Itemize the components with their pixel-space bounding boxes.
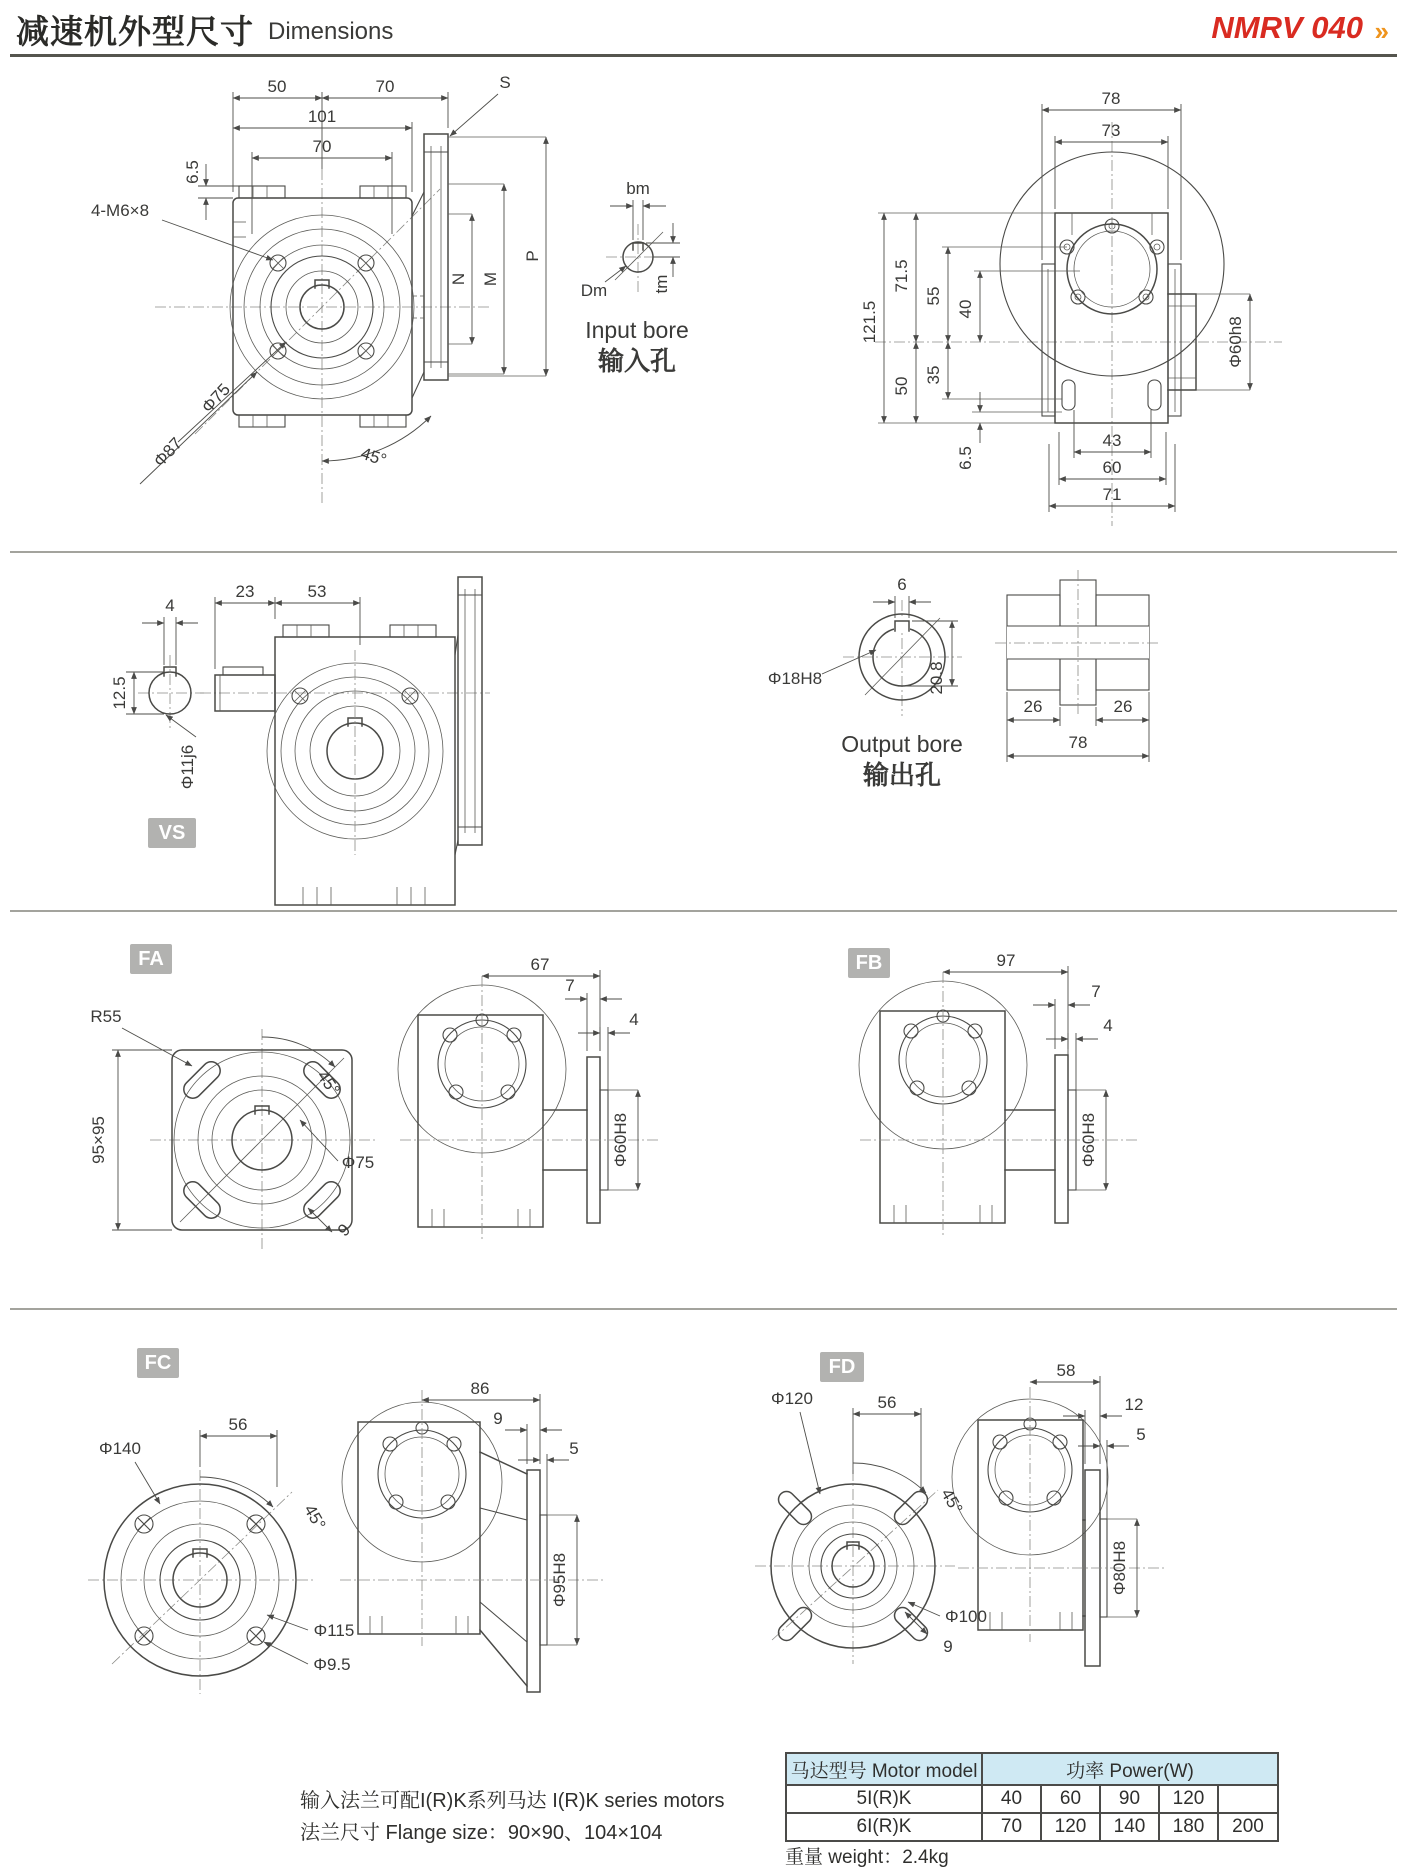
input-bore-drawing [560,150,780,400]
fc-9: 9 [493,1409,503,1428]
dim-6-5: 6.5 [183,160,202,184]
dim-dm: Dm [580,281,608,300]
dim-26-right: 26 [1113,697,1133,716]
fd-9: 9 [943,1637,953,1656]
motor-table-header-power: 功率 Power(W) [982,1753,1278,1785]
fb-97: 97 [996,951,1016,970]
dim-phi75: Φ75 [197,379,235,417]
fd-drawing [700,1312,1407,1742]
fc-phi9-5: Φ9.5 [313,1655,351,1674]
power-cell: 90 [1100,1785,1159,1813]
dim-73: 73 [1101,121,1121,140]
fa-4: 4 [629,1010,639,1029]
dim-71-5: 71.5 [892,259,911,293]
fb-7: 7 [1091,982,1101,1001]
fa-front-geometry [150,1029,375,1252]
fd-phi120: Φ120 [771,1389,813,1408]
dim-71: 71 [1102,485,1122,504]
power-cell: 70 [982,1813,1041,1841]
section-rule-3 [10,1308,1397,1310]
power-cell: 200 [1218,1813,1278,1841]
fd-phi100: Φ100 [945,1607,987,1626]
dim-bm: bm [626,179,650,198]
vs-view-drawing [60,555,720,907]
dim-phi87: Φ87 [149,433,187,471]
dim-phi60h8: Φ60h8 [1226,316,1245,368]
fb-phi60h8: Φ60H8 [1079,1112,1098,1168]
motor-model-cell: 6I(R)K [786,1813,982,1841]
dim-35: 35 [924,365,943,385]
output-bore-drawing [640,560,1160,795]
front-view-drawing [60,64,620,554]
output-bore-title-en: Output bore [841,731,963,757]
table-row [786,1785,1278,1813]
fc-5: 5 [569,1439,579,1458]
power-cell: 120 [1041,1813,1100,1841]
section-rule-2 [10,910,1397,912]
output-shaft-section [995,570,1160,715]
input-bore-title-en: Input bore [585,317,689,343]
fd-56: 56 [877,1393,897,1412]
motor-table [785,1752,1279,1842]
label-m: M [481,271,500,287]
input-bore-title-cn: 输入孔 [597,346,677,376]
vs-badge: VS [148,818,196,848]
fc-drawing [60,1312,700,1752]
output-bore-geometry [843,600,962,716]
table-row [786,1813,1278,1841]
fd-12: 12 [1124,1395,1144,1414]
dim-55: 55 [924,286,943,306]
motor-model-cell: 5I(R)K [786,1785,982,1813]
fc-45deg: 45° [300,1501,330,1534]
page-title-cn: 减速机外型尺寸 [16,13,254,50]
label-n: N [449,272,468,286]
dim-70-face: 70 [312,137,332,156]
power-cell: 60 [1041,1785,1100,1813]
fa-phi75: Φ75 [341,1153,375,1172]
fa-7: 7 [565,976,575,995]
fb-badge: FB [848,948,890,978]
dim-78: 78 [1101,89,1121,108]
fc-front-geometry [88,1470,315,1694]
fa-square: 95×95 [89,1116,108,1164]
fa-45deg: 45° [313,1066,344,1099]
fd-45deg: 45° [937,1485,967,1518]
fc-phi95h8: Φ95H8 [550,1552,569,1608]
dim-101: 101 [307,107,337,126]
motor-table-header-row [786,1753,1278,1785]
dim-phi11j6: Φ11j6 [178,744,197,790]
model-arrow-icon: » [1374,16,1389,46]
vs-geometry [138,577,490,905]
input-bore-dimensions [605,200,680,282]
dim-phi18h8: Φ18H8 [767,669,823,688]
dim-50-rear: 50 [892,376,911,396]
dim-40: 40 [956,299,975,319]
fd-58: 58 [1056,1361,1076,1380]
fc-56: 56 [228,1415,248,1434]
fb-4: 4 [1103,1016,1113,1035]
power-cell: 40 [982,1785,1041,1813]
note-flange-size: 法兰尺寸 Flange size：90×90、104×104 [300,1822,663,1844]
fa-phi60h8: Φ60H8 [611,1112,630,1168]
fc-dimensions [135,1394,577,1664]
dim-53: 53 [307,582,327,601]
label-p: P [523,250,542,262]
dim-78-shaft: 78 [1068,733,1088,752]
model-code: NMRV 040 [1211,10,1363,45]
fb-geometry [859,972,1140,1235]
dim-4: 4 [165,596,175,615]
weight-note [785,1842,949,1869]
dim-tm: tm [652,274,671,294]
fc-badge: FC [137,1348,179,1378]
fa-badge: FA [130,944,172,974]
fd-front-geometry [755,1470,955,1664]
fd-5: 5 [1136,1425,1146,1444]
dim-23: 23 [235,582,255,601]
fa-dimensions [112,970,638,1232]
fc-phi115: Φ115 [313,1621,355,1640]
label-s: S [499,73,511,92]
fa-9: 9 [334,1220,355,1241]
fc-phi140: Φ140 [99,1439,141,1458]
dim-43: 43 [1102,431,1122,450]
dim-70-top: 70 [375,77,395,96]
dim-26-left: 26 [1023,697,1043,716]
power-cell: 120 [1159,1785,1218,1813]
motor-table-header-model: 马达型号 Motor model [786,1753,982,1785]
fc-86: 86 [470,1379,490,1398]
front-view-geometry [155,134,490,504]
power-cell: 180 [1159,1813,1218,1841]
fd-badge: FD [820,1352,864,1382]
rear-view-drawing [850,64,1407,564]
page-title-en: Dimensions [268,18,394,45]
dim-60: 60 [1102,458,1122,477]
rear-view-dimensions [878,104,1250,512]
fc-side-geometry [340,1390,605,1692]
note-motors: 输入法兰可配I(R)K系列马达 I(R)K series motors [300,1790,725,1812]
weight-value: 2.4kg [902,1847,949,1868]
fa-side-geometry [398,976,660,1239]
dim-45deg: 45° [358,443,389,470]
dim-12-5: 12.5 [110,676,129,710]
header-rule [10,54,1397,57]
output-bore-title-cn: 输出孔 [862,760,942,790]
front-view-dimensions [140,92,546,484]
bolt-callout: 4-M6×8 [90,201,150,220]
power-cell [1218,1785,1278,1813]
power-cell: 140 [1100,1813,1159,1841]
fb-drawing [740,914,1400,1308]
fa-67: 67 [530,955,550,974]
dim-50: 50 [267,77,287,96]
fa-r55: R55 [90,1007,122,1026]
rear-view-geometry [875,122,1282,526]
fd-phi80h8: Φ80H8 [1110,1540,1129,1596]
dim-6-5-rear: 6.5 [956,446,975,470]
weight-label: 重量 weight： [785,1847,903,1868]
dim-20-8: 20.8 [927,661,946,695]
dim-121-5: 121.5 [860,300,879,344]
dim-6: 6 [897,575,907,594]
